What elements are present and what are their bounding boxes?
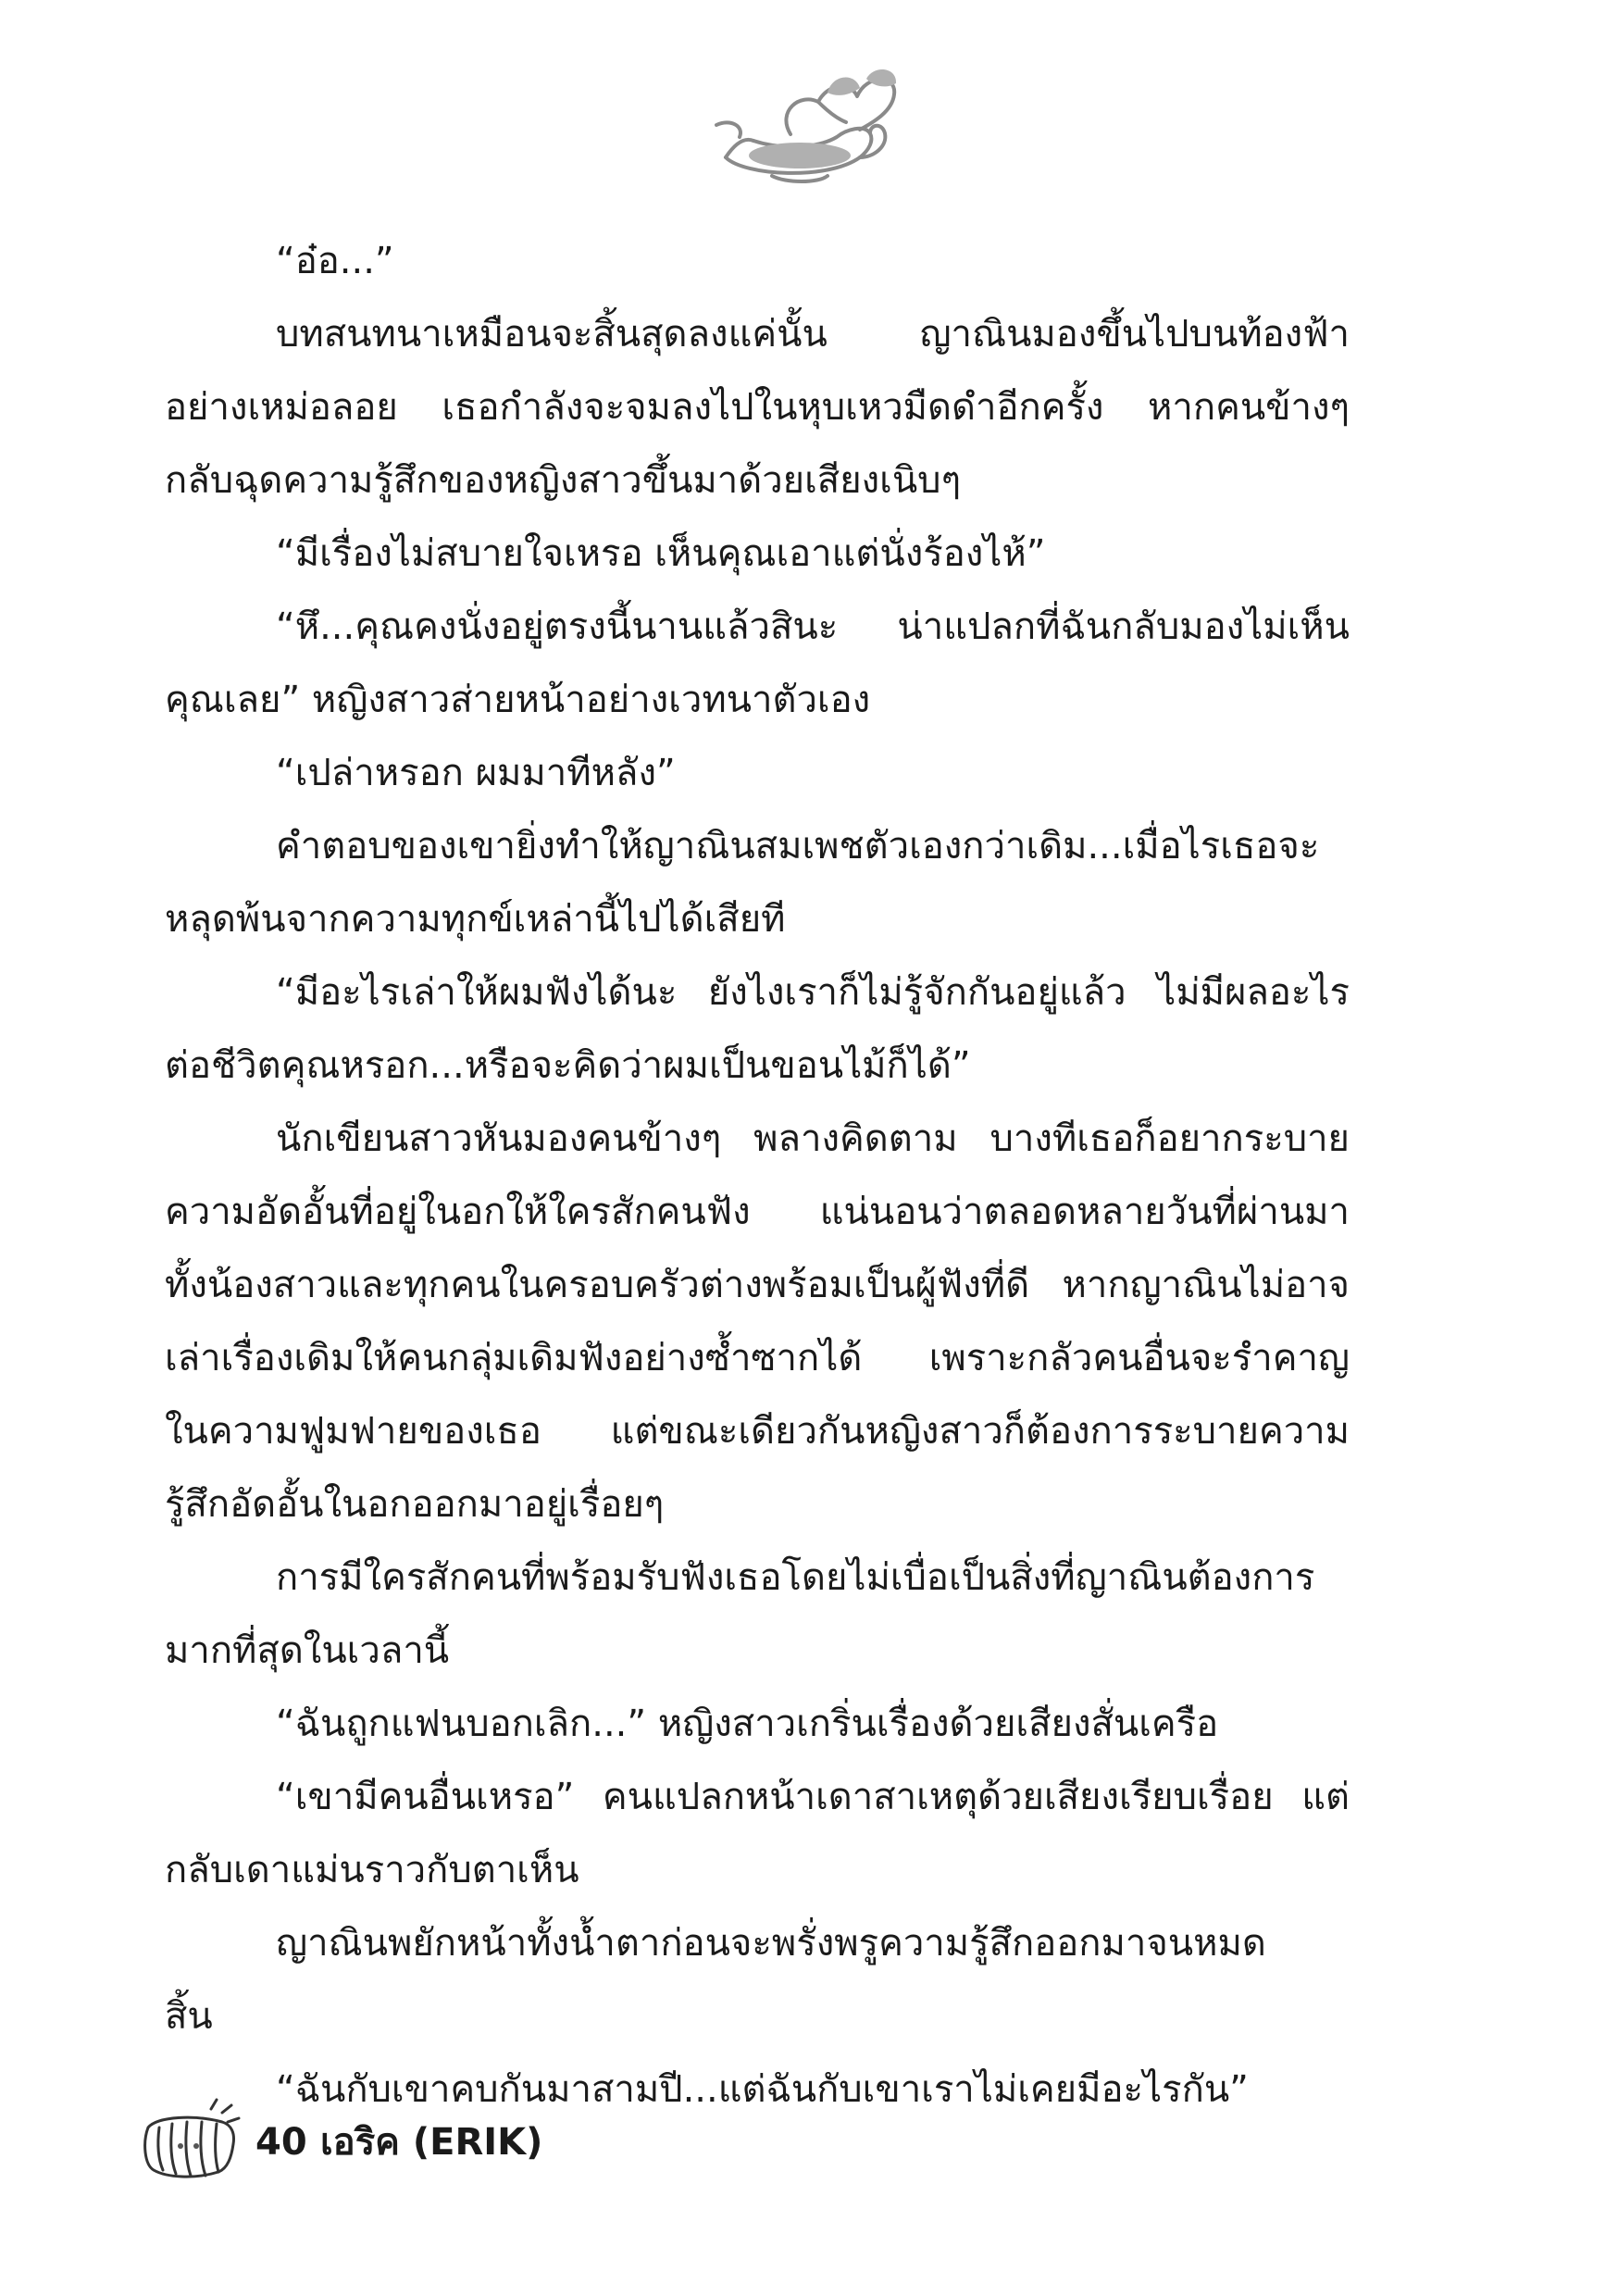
text-line: ความอัดอั้นที่อยู่ในอกให้ใครสักคนฟัง แน่นอนว่าตลอดหลายวันที่ผ่านมา [165, 1191, 1350, 1233]
text-line: “หึ...คุณคงนั่งอยู่ตรงนี้นานแล้วสินะ น่าแปลกที่ฉันกลับมองไม่เห็น [276, 605, 1350, 648]
text-line: เล่าเรื่องเดิมให้คนกลุ่มเดิมฟังอย่างซ้ำซากได้ เพราะกลัวคนอื่นจะรำคาญ [165, 1337, 1350, 1379]
text-line: ทั้งน้องสาวและทุกคนในครอบครัวต่างพร้อมเป็นผู้ฟังที่ดี หากญาณินไม่อาจ [165, 1264, 1350, 1306]
text-line: กลับฉุดความรู้สึกของหญิงสาวขึ้นมาด้วยเสียงเนิบๆ [165, 459, 962, 502]
text-line: สิ้น [165, 1995, 213, 2038]
text-line: “อ๋อ...” [276, 240, 394, 282]
text-line: คำตอบของเขายิ่งทำให้ญาณินสมเพชตัวเองกว่าเดิม...เมื่อไรเธอจะ [276, 825, 1320, 867]
text-line: กลับเดาแม่นราวกับตาเห็น [165, 1849, 579, 1891]
genie-lamp-ornament-icon [689, 37, 929, 194]
book-title: เอริค (ERIK) [320, 2121, 543, 2164]
text-line: รู้สึกอัดอั้นในอกออกมาอยู่เรื่อยๆ [165, 1483, 665, 1526]
text-line: ญาณินพยักหน้าทั้งน้ำตาก่อนจะพรั่งพรูความรู้สึกออกมาจนหมด [276, 1922, 1266, 1965]
text-line: “มีอะไรเล่าให้ผมฟังได้นะ ยังไงเราก็ไม่รู้จักกันอยู่แล้ว ไม่มีผลอะไร [276, 971, 1350, 1014]
text-line: หลุดพ้นจากความทุกข์เหล่านี้ไปได้เสียที [165, 898, 786, 941]
text-line: ต่อชีวิตคุณหรอก...หรือจะคิดว่าผมเป็นขอนไม้ก็ได้” [165, 1044, 971, 1087]
text-line: ในความฟูมฟายของเธอ แต่ขณะเดียวกันหญิงสาวก็ต้องการระบายความ [165, 1410, 1350, 1453]
text-line: “ฉันถูกแฟนบอกเลิก...” หญิงสาวเกริ่นเรื่องด้วยเสียงสั่นเครือ [276, 1703, 1219, 1745]
page-number: 40 [255, 2121, 307, 2164]
text-line: การมีใครสักคนที่พร้อมรับฟังเธอโดยไม่เบื่อเป็นสิ่งที่ญาณินต้องการ [276, 1556, 1315, 1599]
pillow-sleep-icon [139, 2090, 250, 2183]
text-line: คุณเลย” หญิงสาวส่ายหน้าอย่างเวทนาตัวเอง [165, 679, 871, 721]
page-footer [139, 2090, 787, 2183]
text-line: บทสนทนาเหมือนจะสิ้นสุดลงแค่นั้น ญาณินมองขึ้นไปบนท้องฟ้า [276, 313, 1350, 356]
text-line: “เขามีคนอื่นเหรอ” คนแปลกหน้าเดาสาเหตุด้วยเสียงเรียบเรื่อย แต่ [276, 1776, 1350, 1818]
text-line: “มีเรื่องไม่สบายใจเหรอ เห็นคุณเอาแต่นั่งร้องไห้” [276, 532, 1046, 575]
text-line: “ฉันกับเขาคบกันมาสามปี...แต่ฉันกับเขาเราไม่เคยมีอะไรกัน” [276, 2068, 1249, 2111]
text-line: มากที่สุดในเวลานี้ [165, 1629, 450, 1672]
text-line: นักเขียนสาวหันมองคนข้างๆ พลางคิดตาม บางทีเธอก็อยากระบาย [276, 1117, 1350, 1160]
text-line: “เปล่าหรอก ผมมาทีหลัง” [276, 752, 676, 794]
text-line: อย่างเหม่อลอย เธอกำลังจะจมลงไปในหุบเหวมืดดำอีกครั้ง หากคนข้างๆ [165, 386, 1350, 429]
